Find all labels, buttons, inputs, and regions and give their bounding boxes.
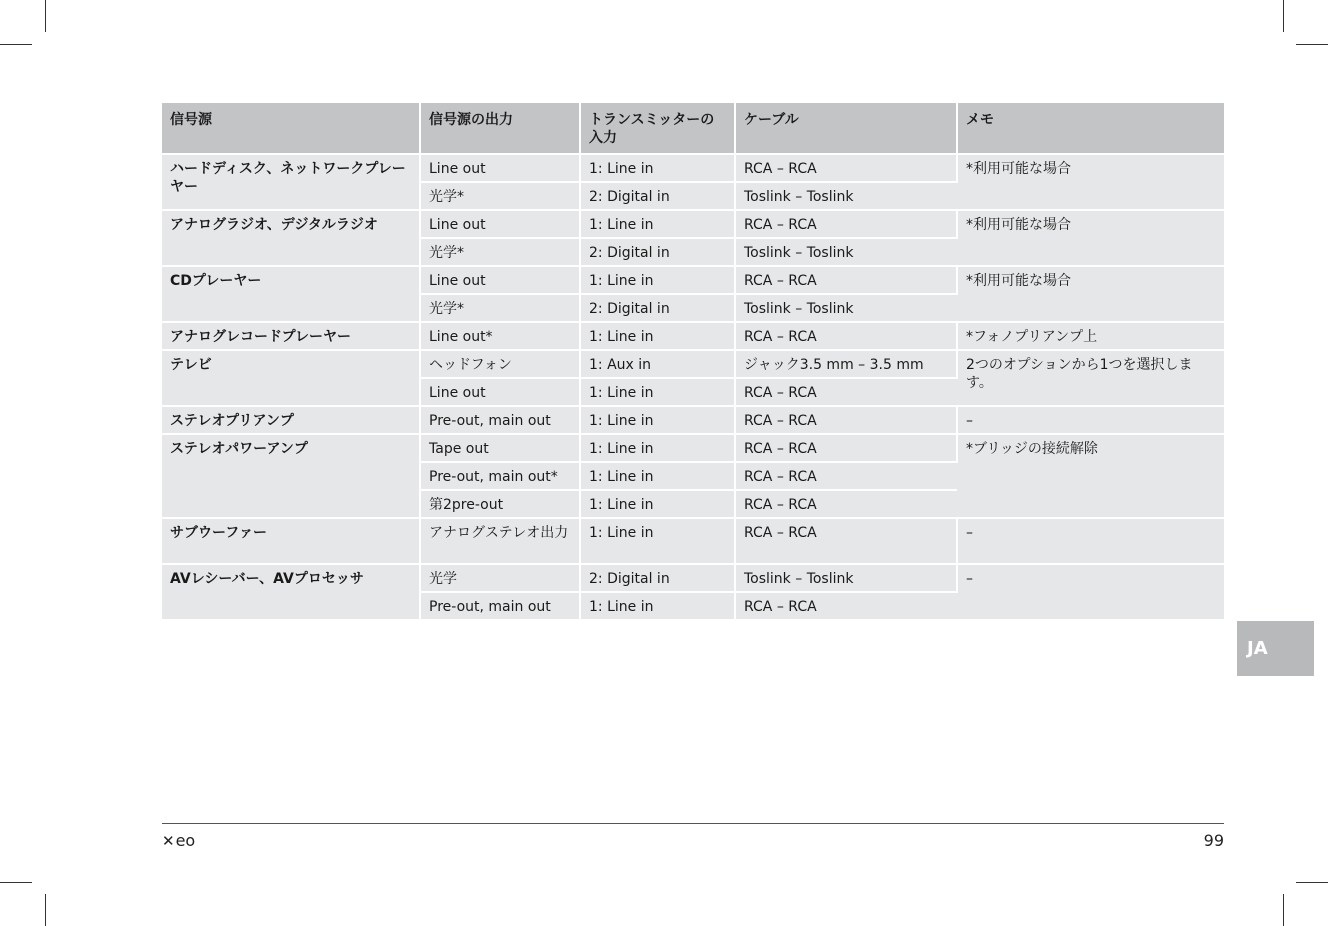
connection-table: [162, 103, 1224, 621]
output-cell: Line out: [420, 378, 580, 406]
source-cell: アナログレコードプレーヤー: [162, 322, 420, 350]
crop-mark: [1283, 0, 1284, 32]
cable-cell: RCA – RCA: [735, 322, 957, 350]
input-cell: 1: Line in: [580, 434, 735, 462]
cable-cell: RCA – RCA: [735, 434, 957, 462]
table-row: [162, 406, 1224, 434]
output-cell: Pre-out, main out: [420, 406, 580, 434]
header-transmitter-input: トランスミッターの入力: [580, 103, 735, 154]
note-cell: *ブリッジの接続解除: [957, 434, 1224, 518]
output-cell: 光学*: [420, 294, 580, 322]
header-cable: ケーブル: [735, 103, 957, 154]
table-row: [162, 350, 1224, 378]
output-cell: ヘッドフォン: [420, 350, 580, 378]
crop-mark: [0, 44, 32, 45]
input-cell: 2: Digital in: [580, 238, 735, 266]
output-cell: 光学: [420, 564, 580, 592]
header-source-output: 信号源の出力: [420, 103, 580, 154]
note-cell: *フォノプリアンプ上: [957, 322, 1224, 350]
input-cell: 1: Line in: [580, 462, 735, 490]
crop-mark: [1283, 894, 1284, 926]
brand-mark-icon: ✕: [162, 831, 175, 850]
cable-cell: ジャック3.5 mm – 3.5 mm: [735, 350, 957, 378]
cable-cell: Toslink – Toslink: [735, 564, 957, 592]
input-cell: 2: Digital in: [580, 294, 735, 322]
table-row: [162, 322, 1224, 350]
header-note: メモ: [957, 103, 1224, 154]
output-cell: Line out: [420, 154, 580, 182]
output-cell: Tape out: [420, 434, 580, 462]
cable-cell: RCA – RCA: [735, 592, 957, 620]
note-cell: –: [957, 564, 1224, 620]
cable-cell: RCA – RCA: [735, 378, 957, 406]
table-row: [162, 564, 1224, 592]
cable-cell: RCA – RCA: [735, 406, 957, 434]
source-cell: CDプレーヤー: [162, 266, 420, 322]
input-cell: 1: Line in: [580, 322, 735, 350]
input-cell: 1: Line in: [580, 378, 735, 406]
input-cell: 1: Line in: [580, 490, 735, 518]
input-cell: 2: Digital in: [580, 564, 735, 592]
output-cell: Pre-out, main out: [420, 592, 580, 620]
source-cell: ハードディスク、ネットワークプレーヤー: [162, 154, 420, 210]
cable-cell: Toslink – Toslink: [735, 294, 957, 322]
language-tab: JA: [1237, 621, 1314, 676]
source-cell: テレビ: [162, 350, 420, 406]
input-cell: 1: Aux in: [580, 350, 735, 378]
source-cell: サブウーファー: [162, 518, 420, 564]
input-cell: 1: Line in: [580, 154, 735, 182]
table-row: [162, 210, 1224, 238]
table-row: [162, 266, 1224, 294]
source-cell: アナログラジオ、デジタルラジオ: [162, 210, 420, 266]
crop-mark: [1296, 44, 1328, 45]
brand-logo: [162, 831, 195, 850]
note-cell: –: [957, 518, 1224, 564]
brand-text: eo: [175, 831, 196, 850]
header-source: 信号源: [162, 103, 420, 154]
crop-mark: [45, 0, 46, 32]
input-cell: 1: Line in: [580, 406, 735, 434]
table-row: [162, 154, 1224, 182]
cable-cell: RCA – RCA: [735, 266, 957, 294]
output-cell: 光学*: [420, 182, 580, 210]
source-cell: AVレシーバー、AVプロセッサ: [162, 564, 420, 620]
table-row: [162, 518, 1224, 564]
cable-cell: RCA – RCA: [735, 490, 957, 518]
output-cell: 第2pre-out: [420, 490, 580, 518]
cable-cell: Toslink – Toslink: [735, 182, 957, 210]
note-cell: *利用可能な場合: [957, 210, 1224, 266]
output-cell: Line out: [420, 210, 580, 238]
page-number: 99: [1203, 831, 1224, 850]
note-cell: –: [957, 406, 1224, 434]
output-cell: Line out*: [420, 322, 580, 350]
cable-cell: Toslink – Toslink: [735, 238, 957, 266]
output-cell: Pre-out, main out*: [420, 462, 580, 490]
table-header-row: [162, 103, 1224, 154]
output-cell: Line out: [420, 266, 580, 294]
input-cell: 1: Line in: [580, 210, 735, 238]
source-cell: ステレオパワーアンプ: [162, 434, 420, 518]
crop-mark: [0, 882, 32, 883]
output-cell: 光学*: [420, 238, 580, 266]
input-cell: 1: Line in: [580, 518, 735, 564]
input-cell: 1: Line in: [580, 592, 735, 620]
table-row: [162, 434, 1224, 462]
input-cell: 1: Line in: [580, 266, 735, 294]
source-cell: ステレオプリアンプ: [162, 406, 420, 434]
input-cell: 2: Digital in: [580, 182, 735, 210]
note-cell: *利用可能な場合: [957, 266, 1224, 322]
cable-cell: RCA – RCA: [735, 154, 957, 182]
cable-cell: RCA – RCA: [735, 210, 957, 238]
crop-mark: [45, 894, 46, 926]
output-cell: アナログステレオ出力: [420, 518, 580, 564]
cable-cell: RCA – RCA: [735, 462, 957, 490]
note-cell: *利用可能な場合: [957, 154, 1224, 210]
crop-mark: [1296, 882, 1328, 883]
cable-cell: RCA – RCA: [735, 518, 957, 564]
footer-divider: [162, 823, 1224, 824]
note-cell: 2つのオプションから1つを選択します。: [957, 350, 1224, 406]
